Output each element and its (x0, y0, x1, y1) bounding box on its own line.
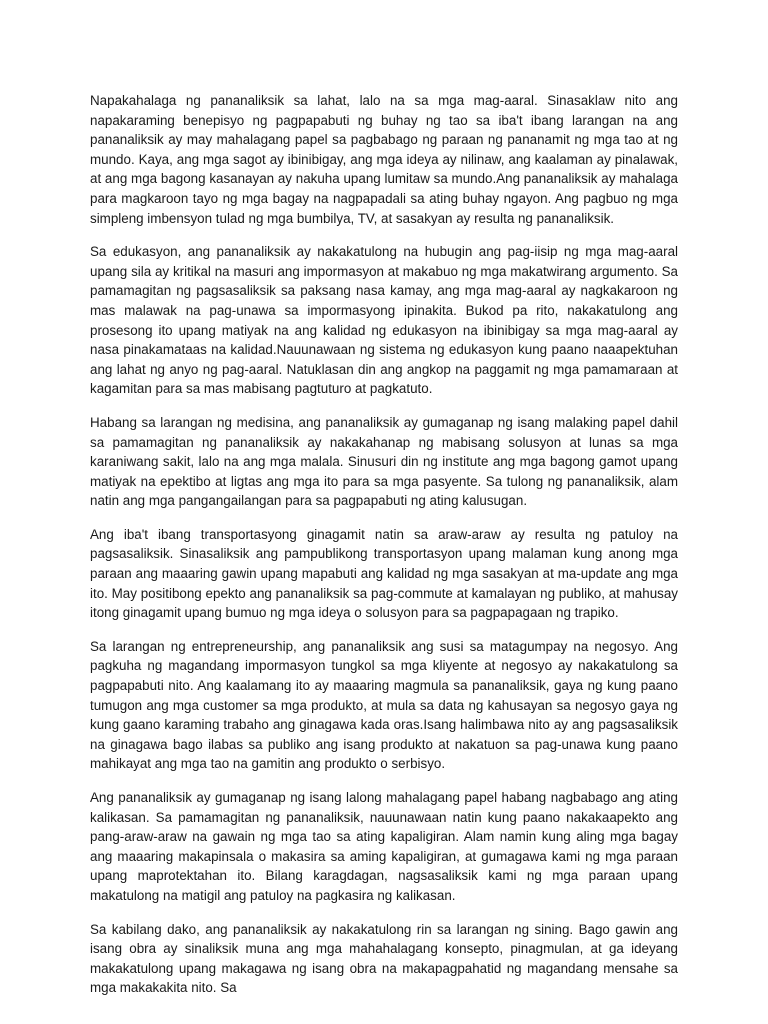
paragraph-environment: Ang pananaliksik ay gumaganap ng isang lalong mahalagang papel habang nagbabago ang ating kalikasan. Sa pamamagitan ng pananaliksik, nauunawaan natin kung paano nakakaapekto ang pang-araw-araw na gawain ng mga tao sa ating kapaligiran. Alam namin kung aling mga bagay ang maaaring makapinsala o makasira sa aming kapaligiran, at gumagawa kami ng mga paraan upang maprotektahan ito. Bilang karagdagan, nagsasaliksik kami ng mga paraan upang makatulong na matigil ang patuloy na pagkasira ng kalikasan. (90, 790, 678, 903)
document-page (90, 91, 678, 1012)
paragraph-arts: Sa kabilang dako, ang pananaliksik ay nakakatulong rin sa larangan ng sining. Bago gawin ang isang obra ay sinaliksik muna ang mga mahahalagang konsepto, pinagmulan, at ga ideyang makakatulong upang makagawa ng isang obra na makapagpahatid ng magandang mensahe sa mga makakakita nito. Sa (90, 921, 678, 996)
paragraph-medicine: Habang sa larangan ng medisina, ang pananaliksik ay gumaganap ng isang malaking papel dahil sa pamamagitan ng pananaliksik ay nakakahanap ng mabisang solusyon at lunas sa mga karaniwang sakit, lalo na ang mga malala. Sinusuri din ng institute ang mga bagong gamot upang matiyak na epektibo at ligtas ang mga ito para sa mga pasyente. Sa tulong ng pananaliksik, alam natin ang mga pangangailangan para sa pagpapabuti ng ating kalusugan. (90, 414, 678, 509)
paragraph-importance: Napakahalaga ng pananaliksik sa lahat, lalo na sa mga mag-aaral. Sinasaklaw nito ang napakaraming benepisyo ng pagpapabuti ng buhay ng tao sa iba't ibang larangan na ang pananaliksik ay may mahalagang papel sa pagbabago ng paraan ng pananamit ng mga tao at ng mundo. Kaya, ang mga sagot ay ibinibigay, ang mga ideya ay nilinaw, ang kaalaman ay pinalawak, at ang mga bagong kasanayan ay nakuha upang lumitaw sa mundo.Ang pananaliksik ay mahalaga para magkaroon tayo ng mga bagay na nagpapadali sa ating buhay ngayon. Ang pagbuo ng mga simpleng imbensyon tulad ng mga bumbilya, TV, at sasakyan ay resulta ng pananaliksik. (90, 93, 678, 226)
paragraph-transportation: Ang iba't ibang transportasyong ginagamit natin sa araw-araw ay resulta ng patuloy na pagsasaliksik. Sinasaliksik ang pampublikong transportasyon upang malaman kung anong mga paraan ang maaaring gawin upang mapabuti ang kalidad ng mga sasakyan at ma-update ang mga ito. May positibong epekto ang pananaliksik sa pag-commute at kamalayan ng publiko, at mahusay itong ginagamit upang bumuo ng mga ideya o solusyon para sa pagpapagaan ng trapiko. (90, 526, 678, 621)
paragraph-education: Sa edukasyon, ang pananaliksik ay nakakatulong na hubugin ang pag-iisip ng mga mag-aaral upang sila ay kritikal na masuri ang impormasyon at makabuo ng mga makatwirang argumento. Sa pamamagitan ng pagsasaliksik sa paksang nasa kamay, ang mga mag-aaral ay nagkakaroon ng mas malawak na pag-unawa sa impormasyong ipinakita. Bukod pa rito, nakakatulong ang prosesong ito upang matiyak na ang kalidad ng edukasyon na ibinibigay sa mga mag-aaral ay nasa pinakamataas na kalidad.Nauunawaan ng sistema ng edukasyon kung paano naaapektuhan ang lahat ng anyo ng pag-aaral. Natuklasan din ang angkop na paggamit ng mga pamamaraan at kagamitan para sa mas mabisang pagtuturo at pagkatuto. (90, 244, 678, 397)
paragraph-entrepreneurship: Sa larangan ng entrepreneurship, ang pananaliksik ang susi sa matagumpay na negosyo. Ang pagkuha ng magandang impormasyon tungkol sa mga kliyente at negosyo ay nakakatulong sa pagpapabuti nito. Ang kaalamang ito ay maaaring magmula sa pananaliksik, gaya ng kung paano tumugon ang mga customer sa mga produkto, at mula sa data ng kahusayan sa negosyo gaya ng kung gaano karaming trabaho ang ginagawa kada oras.Isang halimbawa nito ay ang pagsasaliksik na ginagawa bago ilabas sa publiko ang isang produkto at nakatuon sa pag-unawa kung paano mahikayat ang mga tao na gamitin ang produkto o serbisyo. (90, 638, 678, 772)
